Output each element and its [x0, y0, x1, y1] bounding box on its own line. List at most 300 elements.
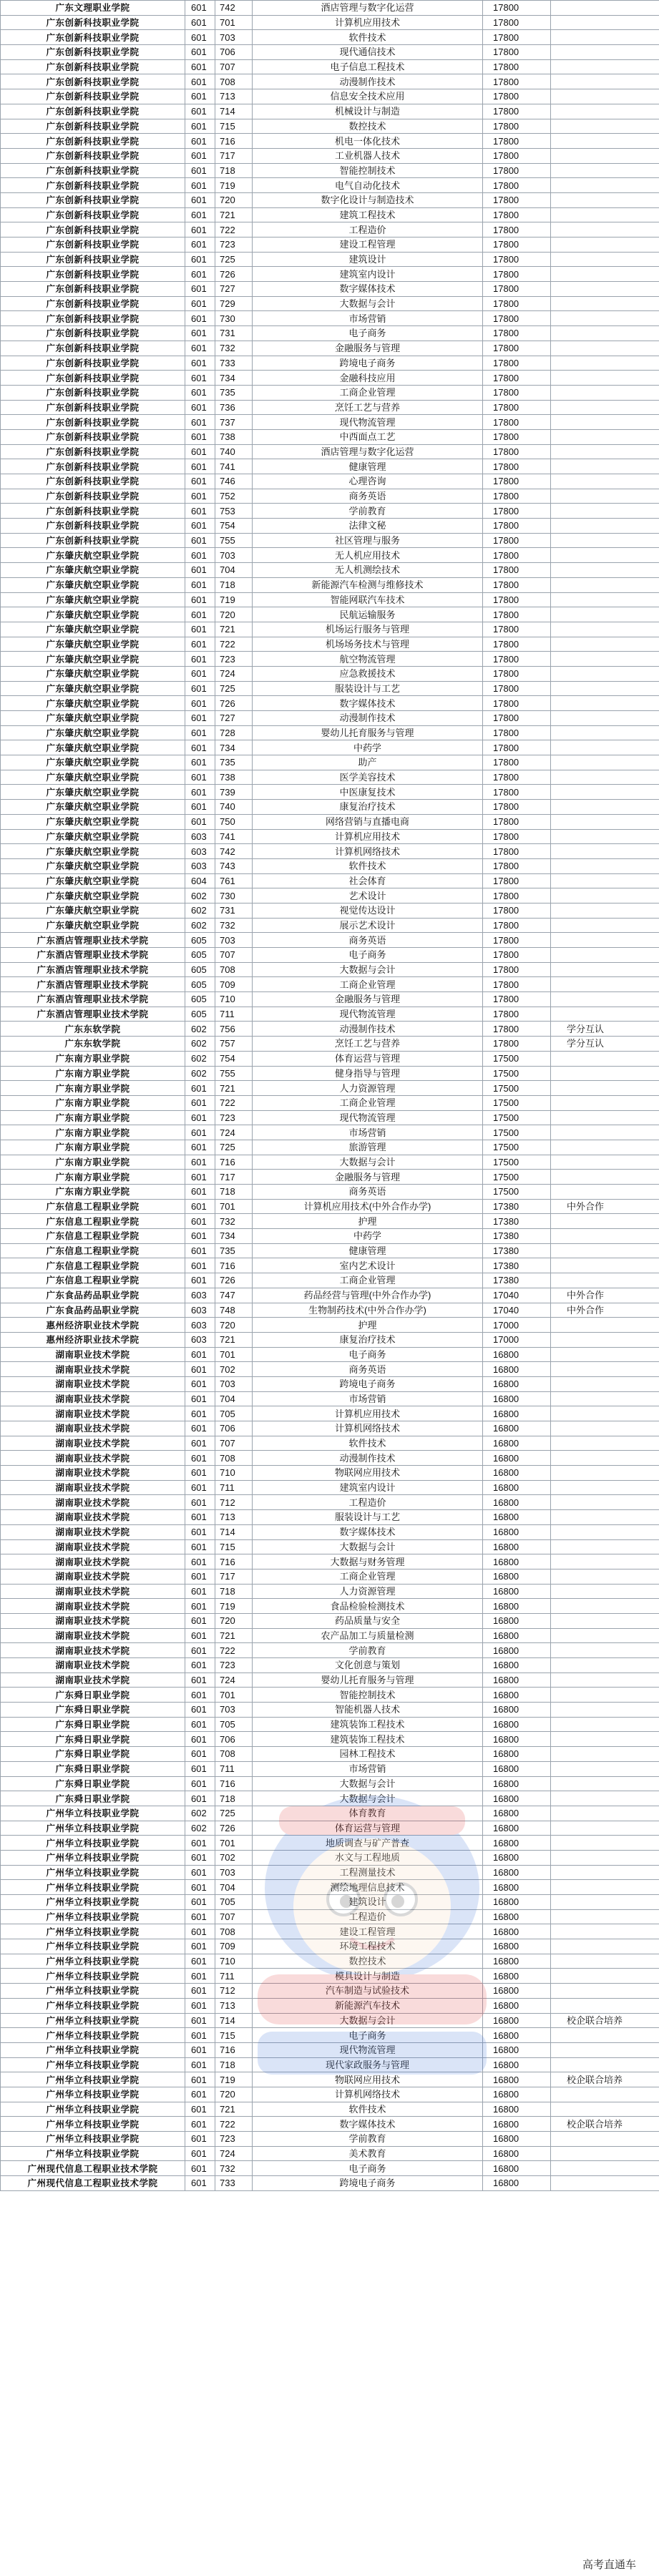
remark-cell: [551, 962, 659, 977]
table-row: [1, 267, 659, 282]
table-row: [1, 474, 659, 489]
table-row: [1, 1318, 659, 1333]
category-code-cell: 601: [185, 207, 215, 222]
school-cell: 广州华立科技职业学院: [1, 1939, 185, 1954]
tuition-cell: 16800: [483, 1480, 551, 1495]
remark-cell: [551, 1214, 659, 1229]
remark-cell: [551, 1140, 659, 1155]
school-cell: 广州华立科技职业学院: [1, 2132, 185, 2147]
major-code-cell: 726: [215, 696, 253, 711]
major-code-cell: 734: [215, 371, 253, 386]
remark-cell: 中外合作: [551, 1199, 659, 1214]
remark-cell: [551, 134, 659, 149]
table-row: [1, 1776, 659, 1791]
remark-cell: [551, 1095, 659, 1110]
major-code-cell: 720: [215, 1613, 253, 1628]
tuition-cell: 17800: [483, 45, 551, 60]
tuition-cell: 17380: [483, 1229, 551, 1244]
major-name-cell: 应急救援技术: [253, 666, 483, 681]
major-code-cell: 707: [215, 948, 253, 963]
major-name-cell: 工程造价: [253, 222, 483, 237]
major-name-cell: 酒店管理与数字化运营: [253, 1, 483, 16]
category-code-cell: 601: [185, 341, 215, 356]
remark-cell: 中外合作: [551, 1303, 659, 1318]
major-name-cell: 大数据与会计: [253, 962, 483, 977]
major-code-cell: 716: [215, 1776, 253, 1791]
category-code-cell: 601: [185, 548, 215, 563]
remark-cell: [551, 504, 659, 519]
remark-cell: [551, 992, 659, 1007]
school-cell: 广东创新科技职业学院: [1, 519, 185, 534]
major-name-cell: 旅游管理: [253, 1140, 483, 1155]
major-name-cell: 大数据与会计: [253, 1791, 483, 1806]
major-name-cell: 园林工程技术: [253, 1747, 483, 1762]
school-cell: 广东肇庆航空职业学院: [1, 888, 185, 903]
major-name-cell: 建设工程管理: [253, 1924, 483, 1939]
remark-cell: 中外合作: [551, 1288, 659, 1303]
school-cell: 广州华立科技职业学院: [1, 2057, 185, 2072]
school-cell: 广东创新科技职业学院: [1, 222, 185, 237]
table-row: [1, 1747, 659, 1762]
tuition-cell: 17800: [483, 119, 551, 134]
remark-cell: [551, 45, 659, 60]
category-code-cell: 601: [185, 1510, 215, 1525]
major-code-cell: 712: [215, 1495, 253, 1510]
category-code-cell: 601: [185, 1081, 215, 1096]
table-row: [1, 1599, 659, 1614]
tuition-cell: 17800: [483, 15, 551, 30]
table-row: [1, 666, 659, 681]
school-cell: 广东信息工程职业学院: [1, 1258, 185, 1273]
major-name-cell: 软件技术: [253, 30, 483, 45]
table-row: [1, 1081, 659, 1096]
major-name-cell: 现代家政服务与管理: [253, 2057, 483, 2072]
remark-cell: [551, 696, 659, 711]
category-code-cell: 601: [185, 1539, 215, 1554]
major-code-cell: 756: [215, 1022, 253, 1037]
tuition-cell: 16800: [483, 2146, 551, 2161]
major-name-cell: 金融服务与管理: [253, 341, 483, 356]
table-row: [1, 119, 659, 134]
remark-cell: [551, 1243, 659, 1258]
remark-cell: [551, 207, 659, 222]
major-name-cell: 建筑装饰工程技术: [253, 1717, 483, 1732]
major-code-cell: 746: [215, 474, 253, 489]
major-code-cell: 738: [215, 770, 253, 785]
table-row: [1, 1480, 659, 1495]
table-row: [1, 1347, 659, 1362]
remark-cell: [551, 2132, 659, 2147]
remark-cell: [551, 1466, 659, 1481]
school-cell: 广东肇庆航空职业学院: [1, 858, 185, 873]
table-row: [1, 489, 659, 504]
school-cell: 广东创新科技职业学院: [1, 282, 185, 297]
major-code-cell: 705: [215, 1406, 253, 1421]
table-row: [1, 770, 659, 785]
major-name-cell: 工商企业管理: [253, 1095, 483, 1110]
school-cell: 广东创新科技职业学院: [1, 267, 185, 282]
major-name-cell: 药品经营与管理(中外合作办学): [253, 1288, 483, 1303]
table-row: [1, 2042, 659, 2057]
major-name-cell: 大数据与财务管理: [253, 1554, 483, 1569]
major-name-cell: 地质调查与矿产普查: [253, 1836, 483, 1851]
tuition-cell: 16800: [483, 1791, 551, 1806]
table-row: [1, 637, 659, 652]
category-code-cell: 601: [185, 2132, 215, 2147]
category-code-cell: 601: [185, 1880, 215, 1895]
table-row: [1, 1451, 659, 1466]
table-row: [1, 725, 659, 740]
tuition-cell: 16800: [483, 2028, 551, 2043]
remark-cell: [551, 1066, 659, 1081]
major-code-cell: 725: [215, 252, 253, 267]
remark-cell: [551, 1170, 659, 1185]
major-code-cell: 738: [215, 429, 253, 444]
category-code-cell: 603: [185, 844, 215, 859]
major-code-cell: 735: [215, 385, 253, 400]
tuition-cell: 16800: [483, 1747, 551, 1762]
school-cell: 湖南职业技术学院: [1, 1643, 185, 1658]
table-row: [1, 282, 659, 297]
tuition-cell: 17800: [483, 89, 551, 104]
major-name-cell: 生物制药技术(中外合作办学): [253, 1303, 483, 1318]
tuition-cell: 17800: [483, 222, 551, 237]
school-cell: 湖南职业技术学院: [1, 1673, 185, 1688]
tuition-cell: 17380: [483, 1258, 551, 1273]
category-code-cell: 601: [185, 1258, 215, 1273]
table-row: [1, 459, 659, 474]
category-code-cell: 601: [185, 1939, 215, 1954]
school-cell: 湖南职业技术学院: [1, 1495, 185, 1510]
school-cell: 广州华立科技职业学院: [1, 1998, 185, 2013]
major-name-cell: 学前教育: [253, 1643, 483, 1658]
category-code-cell: 601: [185, 1095, 215, 1110]
category-code-cell: 603: [185, 1288, 215, 1303]
table-row: [1, 1037, 659, 1052]
major-code-cell: 754: [215, 519, 253, 534]
table-row: [1, 1821, 659, 1836]
category-code-cell: 601: [185, 592, 215, 607]
remark-cell: [551, 711, 659, 726]
tuition-cell: 17500: [483, 1051, 551, 1066]
major-name-cell: 数字化设计与制造技术: [253, 192, 483, 207]
tuition-cell: 16800: [483, 1658, 551, 1673]
major-name-cell: 跨境电子商务: [253, 2176, 483, 2191]
school-cell: 广东肇庆航空职业学院: [1, 622, 185, 637]
school-cell: 惠州经济职业技术学院: [1, 1318, 185, 1333]
tuition-cell: 17800: [483, 637, 551, 652]
major-name-cell: 护理: [253, 1214, 483, 1229]
major-name-cell: 软件技术: [253, 2102, 483, 2117]
tuition-cell: 17000: [483, 1332, 551, 1347]
major-name-cell: 大数据与会计: [253, 1155, 483, 1170]
remark-cell: [551, 1806, 659, 1821]
tuition-cell: 16800: [483, 1347, 551, 1362]
major-name-cell: 中药学: [253, 740, 483, 755]
school-cell: 广东食品药品职业学院: [1, 1288, 185, 1303]
category-code-cell: 601: [185, 222, 215, 237]
school-cell: 广东创新科技职业学院: [1, 192, 185, 207]
tuition-cell: 17380: [483, 1214, 551, 1229]
major-code-cell: 720: [215, 1318, 253, 1333]
major-code-cell: 727: [215, 711, 253, 726]
major-name-cell: 商务英语: [253, 1362, 483, 1377]
school-cell: 广州华立科技职业学院: [1, 2028, 185, 2043]
remark-cell: [551, 192, 659, 207]
table-row: [1, 1539, 659, 1554]
major-code-cell: 723: [215, 237, 253, 253]
school-cell: 广东肇庆航空职业学院: [1, 681, 185, 696]
category-code-cell: 601: [185, 74, 215, 89]
major-name-cell: 动漫制作技术: [253, 711, 483, 726]
major-code-cell: 722: [215, 1643, 253, 1658]
table-row: [1, 933, 659, 948]
remark-cell: [551, 1376, 659, 1391]
remark-cell: [551, 533, 659, 548]
major-name-cell: 工商企业管理: [253, 977, 483, 992]
tuition-cell: 16800: [483, 2176, 551, 2191]
major-code-cell: 710: [215, 1954, 253, 1969]
school-cell: 广州华立科技职业学院: [1, 1984, 185, 1999]
tuition-cell: 17800: [483, 770, 551, 785]
tuition-cell: 16800: [483, 1376, 551, 1391]
tuition-cell: 17800: [483, 444, 551, 459]
school-cell: 广东酒店管理职业技术学院: [1, 992, 185, 1007]
school-cell: 广东肇庆航空职业学院: [1, 637, 185, 652]
table-row: [1, 1969, 659, 1984]
major-name-cell: 建设工程管理: [253, 237, 483, 253]
school-cell: 广东南方职业学院: [1, 1125, 185, 1140]
tuition-cell: 17800: [483, 148, 551, 163]
major-name-cell: 汽车制造与试验技术: [253, 1984, 483, 1999]
tuition-cell: 17040: [483, 1303, 551, 1318]
tuition-cell: 17800: [483, 563, 551, 578]
category-code-cell: 601: [185, 1969, 215, 1984]
major-code-cell: 750: [215, 814, 253, 829]
major-name-cell: 智能网联汽车技术: [253, 592, 483, 607]
tuition-cell: 16800: [483, 2161, 551, 2176]
tuition-cell: 16800: [483, 1909, 551, 1924]
major-code-cell: 721: [215, 1332, 253, 1347]
remark-cell: [551, 2087, 659, 2102]
remark-cell: [551, 918, 659, 933]
remark-cell: [551, 948, 659, 963]
major-name-cell: 数字媒体技术: [253, 1524, 483, 1539]
major-code-cell: 713: [215, 1510, 253, 1525]
remark-cell: [551, 563, 659, 578]
remark-cell: [551, 800, 659, 815]
school-cell: 广东创新科技职业学院: [1, 45, 185, 60]
remark-cell: [551, 400, 659, 415]
major-name-cell: 建筑室内设计: [253, 267, 483, 282]
tuition-cell: 17800: [483, 296, 551, 311]
major-name-cell: 现代物流管理: [253, 1110, 483, 1125]
remark-cell: [551, 1939, 659, 1954]
major-name-cell: 民航运输服务: [253, 607, 483, 622]
major-code-cell: 719: [215, 1599, 253, 1614]
school-cell: 广东肇庆航空职业学院: [1, 918, 185, 933]
remark-cell: [551, 1584, 659, 1599]
major-code-cell: 722: [215, 222, 253, 237]
table-row: [1, 800, 659, 815]
category-code-cell: 601: [185, 1140, 215, 1155]
school-cell: 广东舜日职业学院: [1, 1747, 185, 1762]
major-name-cell: 金融服务与管理: [253, 992, 483, 1007]
major-name-cell: 计算机网络技术: [253, 2087, 483, 2102]
remark-cell: [551, 474, 659, 489]
major-code-cell: 718: [215, 1584, 253, 1599]
table-row: [1, 2161, 659, 2176]
major-code-cell: 713: [215, 1998, 253, 2013]
major-name-cell: 市场营销: [253, 1761, 483, 1776]
category-code-cell: 605: [185, 933, 215, 948]
tuition-cell: 17800: [483, 888, 551, 903]
category-code-cell: 601: [185, 1984, 215, 1999]
major-code-cell: 708: [215, 74, 253, 89]
major-name-cell: 人力资源管理: [253, 1584, 483, 1599]
remark-cell: [551, 104, 659, 119]
major-name-cell: 智能控制技术: [253, 1688, 483, 1703]
major-code-cell: 714: [215, 2013, 253, 2028]
tuition-cell: 16800: [483, 2117, 551, 2132]
tuition-cell: 17800: [483, 666, 551, 681]
major-code-cell: 730: [215, 311, 253, 326]
major-code-cell: 720: [215, 192, 253, 207]
table-row: [1, 1185, 659, 1200]
table-row: [1, 1273, 659, 1288]
school-cell: 湖南职业技术学院: [1, 1554, 185, 1569]
major-code-cell: 740: [215, 800, 253, 815]
major-name-cell: 机场运行服务与管理: [253, 622, 483, 637]
remark-cell: [551, 1436, 659, 1451]
tuition-cell: 16800: [483, 1732, 551, 1747]
remark-cell: [551, 785, 659, 800]
school-cell: 广东酒店管理职业技术学院: [1, 977, 185, 992]
major-name-cell: 视觉传达设计: [253, 903, 483, 918]
category-code-cell: 601: [185, 1421, 215, 1436]
major-name-cell: 学前教育: [253, 2132, 483, 2147]
table-row: [1, 1984, 659, 1999]
major-name-cell: 智能机器人技术: [253, 1703, 483, 1718]
tuition-cell: 17800: [483, 385, 551, 400]
major-code-cell: 719: [215, 2072, 253, 2087]
category-code-cell: 601: [185, 1406, 215, 1421]
major-name-cell: 体育运营与管理: [253, 1821, 483, 1836]
table-row: [1, 1806, 659, 1821]
major-name-cell: 健康管理: [253, 459, 483, 474]
table-row: [1, 1658, 659, 1673]
remark-cell: 校企联合培养: [551, 2072, 659, 2087]
category-code-cell: 602: [185, 1806, 215, 1821]
school-cell: 广东创新科技职业学院: [1, 474, 185, 489]
table-row: [1, 696, 659, 711]
remark-cell: [551, 1539, 659, 1554]
category-code-cell: 601: [185, 1110, 215, 1125]
major-name-cell: 工商企业管理: [253, 1273, 483, 1288]
table-row: [1, 15, 659, 30]
major-code-cell: 705: [215, 1895, 253, 1910]
major-code-cell: 711: [215, 1480, 253, 1495]
category-code-cell: 601: [185, 696, 215, 711]
major-name-cell: 社会体育: [253, 873, 483, 888]
major-code-cell: 732: [215, 918, 253, 933]
major-name-cell: 商务英语: [253, 489, 483, 504]
tuition-cell: 16800: [483, 1569, 551, 1584]
major-name-cell: 室内艺术设计: [253, 1258, 483, 1273]
major-name-cell: 电子商务: [253, 1347, 483, 1362]
table-row: [1, 400, 659, 415]
table-row: [1, 1495, 659, 1510]
school-cell: 广东创新科技职业学院: [1, 104, 185, 119]
school-cell: 广东信息工程职业学院: [1, 1243, 185, 1258]
school-cell: 湖南职业技术学院: [1, 1451, 185, 1466]
tuition-cell: 17800: [483, 74, 551, 89]
major-code-cell: 730: [215, 888, 253, 903]
school-cell: 广州华立科技职业学院: [1, 1924, 185, 1939]
major-code-cell: 703: [215, 1703, 253, 1718]
table-row: [1, 1, 659, 16]
table-row: [1, 681, 659, 696]
table-row: [1, 1125, 659, 1140]
table-row: [1, 1554, 659, 1569]
category-code-cell: 601: [185, 15, 215, 30]
table-row: [1, 222, 659, 237]
school-cell: 广东肇庆航空职业学院: [1, 903, 185, 918]
major-name-cell: 美术教育: [253, 2146, 483, 2161]
major-name-cell: 电子商务: [253, 2028, 483, 2043]
tuition-cell: 17800: [483, 548, 551, 563]
tuition-cell: 17800: [483, 489, 551, 504]
major-name-cell: 艺术设计: [253, 888, 483, 903]
remark-cell: [551, 1628, 659, 1643]
tuition-cell: 16800: [483, 1924, 551, 1939]
tuition-cell: 16800: [483, 1836, 551, 1851]
tuition-cell: 16800: [483, 1628, 551, 1643]
school-cell: 广东创新科技职业学院: [1, 459, 185, 474]
tuition-cell: 17800: [483, 134, 551, 149]
table-row: [1, 992, 659, 1007]
remark-cell: [551, 1776, 659, 1791]
table-row: [1, 1613, 659, 1628]
major-name-cell: 物联网应用技术: [253, 2072, 483, 2087]
category-code-cell: 601: [185, 1584, 215, 1599]
table-row: [1, 1524, 659, 1539]
remark-cell: [551, 1524, 659, 1539]
table-row: [1, 829, 659, 844]
table-row: [1, 1466, 659, 1481]
major-name-cell: 心理咨询: [253, 474, 483, 489]
category-code-cell: 601: [185, 725, 215, 740]
major-name-cell: 中药学: [253, 1229, 483, 1244]
category-code-cell: 601: [185, 1895, 215, 1910]
major-code-cell: 721: [215, 1081, 253, 1096]
remark-cell: [551, 873, 659, 888]
tuition-cell: 16800: [483, 1776, 551, 1791]
table-row: [1, 563, 659, 578]
table-row: [1, 1243, 659, 1258]
remark-cell: [551, 1, 659, 16]
table-row: [1, 1643, 659, 1658]
major-code-cell: 731: [215, 903, 253, 918]
category-code-cell: 601: [185, 267, 215, 282]
remark-cell: [551, 222, 659, 237]
school-cell: 广东酒店管理职业技术学院: [1, 948, 185, 963]
school-cell: 湖南职业技术学院: [1, 1436, 185, 1451]
category-code-cell: 601: [185, 2042, 215, 2057]
school-cell: 广州华立科技职业学院: [1, 2042, 185, 2057]
school-cell: 广东肇庆航空职业学院: [1, 711, 185, 726]
school-cell: 广州华立科技职业学院: [1, 1821, 185, 1836]
